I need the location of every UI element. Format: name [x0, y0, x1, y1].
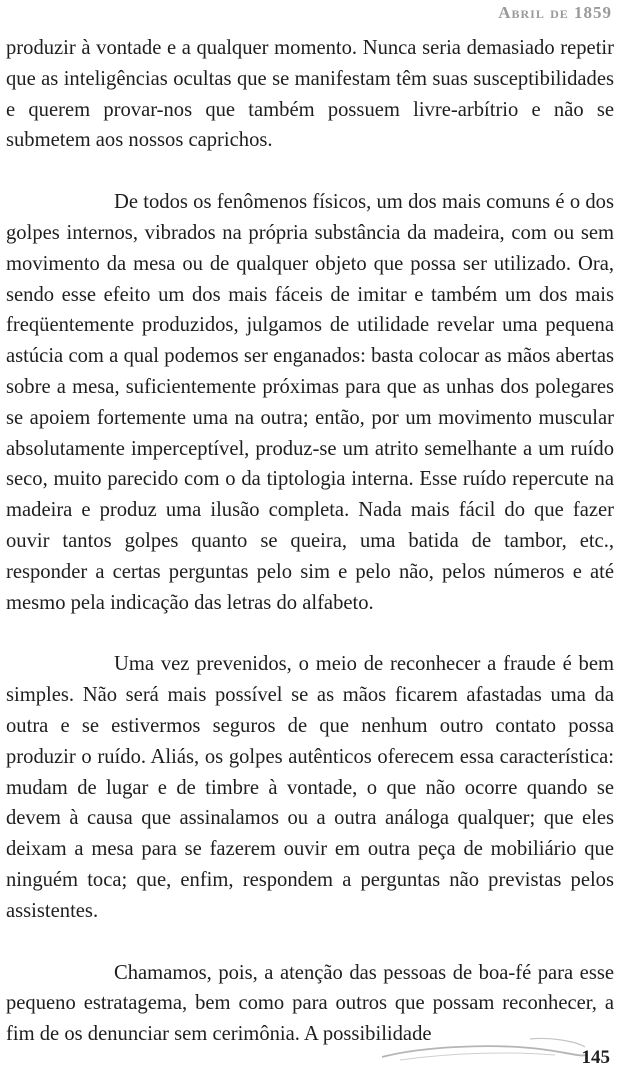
paragraph-3: Uma vez prevenidos, o meio de reconhecer a fraude é bem simples. Não será mais possível se as mãos ficarem afastadas uma da outra e se estivermos seguros de que nenhum outro contato possa produzir o ruído. Aliás, os golpes autênticos oferecem essa característica: mudam de lugar e de timbre à vontade, o que não ocorre quando se devem à causa que assinalamos ou a outra análoga qualquer; que eles deixam a mesa para se fazerem ouvir em outra peça de mobiliário que ninguém toca; que, enfim, respondem a perguntas não previstas pelos assistentes.	[6, 653, 614, 922]
paragraph-1: produzir à vontade e a qualquer momento. Nunca seria demasiado repetir que as inteligências ocultas que se manifestam têm suas susceptibilidades e querem provar-nos que também possuem livre-arbítrio e não se submetem aos nossos caprichos.	[6, 37, 614, 152]
body-text	[6, 33, 614, 1050]
folio-swash-ornament	[380, 1033, 590, 1063]
paragraph-4: Chamamos, pois, a atenção das pessoas de boa-fé para esse pequeno estratagema, bem como para outros que possam reconhecer, a fim de os denunciar sem cerimônia. A possibilidade	[6, 961, 614, 1046]
paragraph-2: De todos os fenômenos físicos, um dos mais comuns é o dos golpes internos, vibrados na própria substância da madeira, com ou sem movimento da mesa ou de qualquer objeto que possa ser utilizado. Ora, sendo esse efeito um dos mais fáceis de imitar e também um dos mais freqüentemente produzidos, julgamos de utilidade revelar uma pequena astúcia com a qual podemos ser enganados: basta colocar as mãos abertas sobre a mesa, suficientemente próximas para que as unhas dos polegares se apoiem fortemente uma na outra; então, por um movimento muscular absolutamente imperceptível, produz-se um atrito semelhante a um ruído seco, muito parecido com o da tiptologia interna. Esse ruído repercute na madeira e produz uma ilusão completa. Nada mais fácil do que fazer ouvir tantos golpes quanto se queira, uma batida de tambor, etc., responder a certas perguntas pelo sim e pelo não, pelos números e até mesmo pela indicação das letras do alfabeto.	[6, 191, 614, 614]
running-head: Abril de 1859	[498, 3, 612, 22]
page-number: 145	[581, 1047, 610, 1068]
